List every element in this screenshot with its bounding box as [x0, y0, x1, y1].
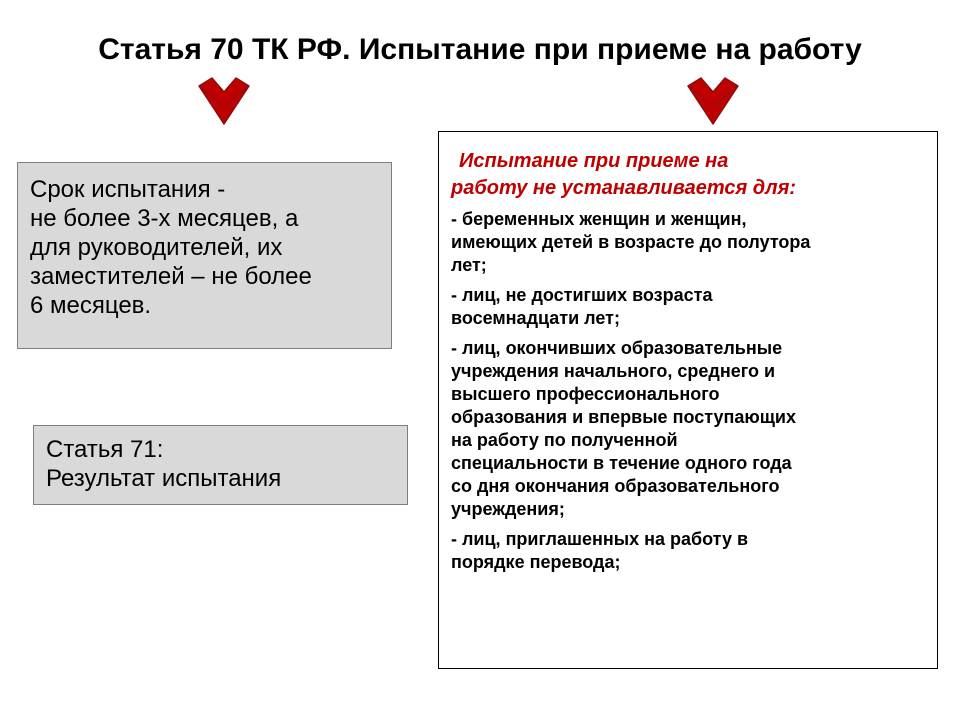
- list-item-line: образования и впервые поступающих: [451, 407, 797, 427]
- list-item-line: восемнадцати лет;: [451, 308, 620, 328]
- list-item-line: - лиц, приглашенных на работу в: [451, 529, 749, 549]
- probation-term-line: не более 3-х месяцев, а: [30, 205, 299, 232]
- exemptions-heading-line: Испытание при приеме на: [459, 150, 729, 172]
- list-item-line: - беременных женщин и женщин,: [451, 209, 747, 229]
- probation-term-box: [17, 162, 392, 349]
- probation-term-line: Срок испытания -: [30, 176, 226, 203]
- list-item-line: высшего профессионального: [451, 384, 720, 404]
- list-item-line: со дня окончания образовательного: [451, 476, 780, 496]
- probation-result-box: [33, 425, 408, 505]
- chevron-down-icon: [197, 76, 251, 126]
- exemptions-heading-line: работу не устанавливается для:: [451, 177, 797, 199]
- list-item-line: - лиц, не достигших возраста: [451, 285, 713, 305]
- exemptions-box: [438, 131, 938, 669]
- list-item-line: на работу по полученной: [451, 430, 678, 450]
- list-item-line: порядке перевода;: [451, 552, 621, 572]
- result-title-line: Результат испытания: [46, 465, 282, 492]
- list-item-line: - лиц, окончивших образовательные: [451, 338, 783, 358]
- page-title: Статья 70 ТК РФ. Испытание при приеме на работу: [98, 33, 862, 66]
- list-item-line: учреждения;: [451, 499, 565, 519]
- list-item-line: специальности в течение одного года: [451, 453, 792, 473]
- result-article-line: Статья 71:: [46, 436, 164, 463]
- probation-term-line: 6 месяцев.: [30, 292, 152, 319]
- list-item: [451, 528, 927, 574]
- list-item-line: учреждения начального, среднего и: [451, 361, 776, 381]
- list-item-line: лет;: [451, 255, 487, 275]
- list-item: [451, 208, 927, 277]
- probation-term-line: заместителей – не более: [30, 263, 312, 290]
- exemptions-heading: [451, 148, 927, 202]
- list-item-line: имеющих детей в возрасте до полутора: [451, 232, 811, 252]
- list-item: [451, 337, 927, 521]
- probation-term-line: для руководителей, их: [30, 234, 283, 261]
- chevron-down-icon: [686, 76, 740, 126]
- list-item: [451, 284, 927, 330]
